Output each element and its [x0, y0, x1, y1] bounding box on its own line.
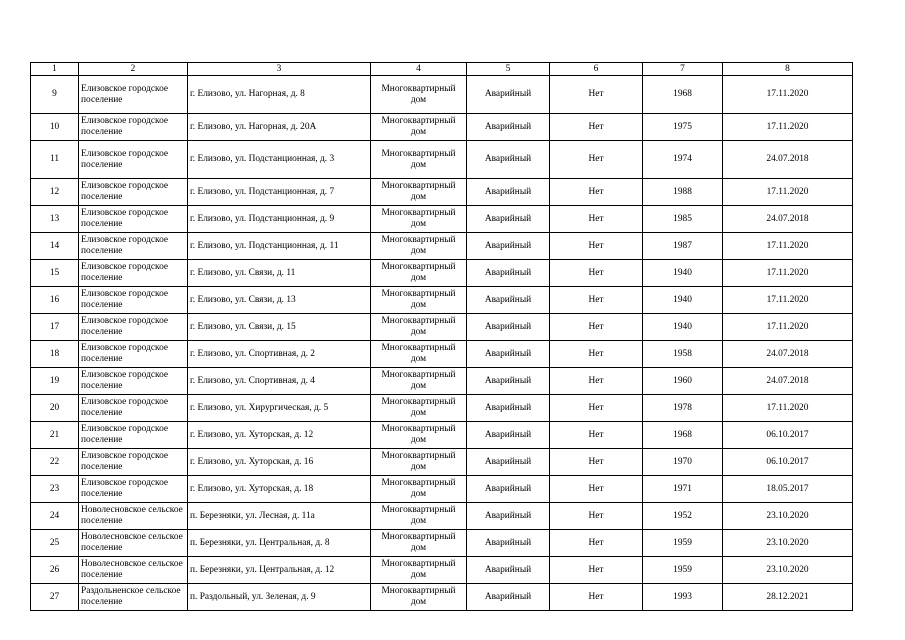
status-cell: Нет — [550, 503, 643, 530]
status-cell: Нет — [550, 314, 643, 341]
building-type-cell: Многоквартирный дом — [371, 233, 467, 260]
row-number-cell: 19 — [31, 368, 79, 395]
status-cell: Нет — [550, 233, 643, 260]
date-cell: 24.07.2018 — [723, 341, 853, 368]
status-cell: Нет — [550, 557, 643, 584]
date-cell: 06.10.2017 — [723, 449, 853, 476]
table-row — [31, 422, 853, 449]
date-cell: 23.10.2020 — [723, 503, 853, 530]
date-cell: 17.11.2020 — [723, 179, 853, 206]
year-cell: 1985 — [643, 206, 723, 233]
year-cell: 1993 — [643, 584, 723, 611]
date-cell: 24.07.2018 — [723, 368, 853, 395]
condition-cell: Аварийный — [467, 76, 550, 114]
year-cell: 1971 — [643, 476, 723, 503]
condition-cell: Аварийный — [467, 341, 550, 368]
year-cell: 1975 — [643, 114, 723, 141]
address-cell: г. Елизово, ул. Подстанционная, д. 9 — [188, 206, 371, 233]
date-cell: 17.11.2020 — [723, 233, 853, 260]
condition-cell: Аварийный — [467, 530, 550, 557]
settlement-cell: Раздольненское сельское поселение — [79, 584, 188, 611]
address-cell: г. Елизово, ул. Связи, д. 11 — [188, 260, 371, 287]
table-row — [31, 287, 853, 314]
date-cell: 17.11.2020 — [723, 76, 853, 114]
row-number-cell: 17 — [31, 314, 79, 341]
year-cell: 1959 — [643, 557, 723, 584]
column-header: 8 — [723, 63, 853, 76]
status-cell: Нет — [550, 141, 643, 179]
settlement-cell: Елизовское городское поселение — [79, 114, 188, 141]
building-type-cell: Многоквартирный дом — [371, 422, 467, 449]
condition-cell: Аварийный — [467, 368, 550, 395]
year-cell: 1978 — [643, 395, 723, 422]
condition-cell: Аварийный — [467, 179, 550, 206]
table-row — [31, 530, 853, 557]
building-type-cell: Многоквартирный дом — [371, 584, 467, 611]
row-number-cell: 21 — [31, 422, 79, 449]
status-cell: Нет — [550, 530, 643, 557]
address-cell: г. Елизово, ул. Подстанционная, д. 11 — [188, 233, 371, 260]
address-cell: г. Елизово, ул. Нагорная, д. 8 — [188, 76, 371, 114]
year-cell: 1974 — [643, 141, 723, 179]
condition-cell: Аварийный — [467, 395, 550, 422]
status-cell: Нет — [550, 76, 643, 114]
year-cell: 1968 — [643, 76, 723, 114]
settlement-cell: Елизовское городское поселение — [79, 76, 188, 114]
row-number-cell: 12 — [31, 179, 79, 206]
condition-cell: Аварийный — [467, 422, 550, 449]
year-cell: 1940 — [643, 260, 723, 287]
settlement-cell: Елизовское городское поселение — [79, 395, 188, 422]
building-type-cell: Многоквартирный дом — [371, 395, 467, 422]
settlement-cell: Елизовское городское поселение — [79, 179, 188, 206]
status-cell: Нет — [550, 260, 643, 287]
table-row — [31, 476, 853, 503]
status-cell: Нет — [550, 114, 643, 141]
settlement-cell: Елизовское городское поселение — [79, 422, 188, 449]
condition-cell: Аварийный — [467, 314, 550, 341]
year-cell: 1940 — [643, 314, 723, 341]
status-cell: Нет — [550, 476, 643, 503]
status-cell: Нет — [550, 179, 643, 206]
row-number-cell: 27 — [31, 584, 79, 611]
settlement-cell: Новолесновское сельское поселение — [79, 530, 188, 557]
settlement-cell: Елизовское городское поселение — [79, 476, 188, 503]
building-type-cell: Многоквартирный дом — [371, 503, 467, 530]
status-cell: Нет — [550, 395, 643, 422]
year-cell: 1970 — [643, 449, 723, 476]
address-cell: г. Елизово, ул. Спортивная, д. 4 — [188, 368, 371, 395]
row-number-cell: 16 — [31, 287, 79, 314]
row-number-cell: 13 — [31, 206, 79, 233]
table-header — [31, 63, 853, 76]
table-row — [31, 314, 853, 341]
settlement-cell: Елизовское городское поселение — [79, 314, 188, 341]
address-cell: г. Елизово, ул. Нагорная, д. 20А — [188, 114, 371, 141]
table-row — [31, 341, 853, 368]
status-cell: Нет — [550, 287, 643, 314]
address-cell: п. Березняки, ул. Лесная, д. 11а — [188, 503, 371, 530]
row-number-cell: 24 — [31, 503, 79, 530]
year-cell: 1958 — [643, 341, 723, 368]
row-number-cell: 14 — [31, 233, 79, 260]
table-row — [31, 206, 853, 233]
date-cell: 06.10.2017 — [723, 422, 853, 449]
table-row — [31, 557, 853, 584]
date-cell: 17.11.2020 — [723, 395, 853, 422]
address-cell: г. Елизово, ул. Связи, д. 13 — [188, 287, 371, 314]
row-number-cell: 9 — [31, 76, 79, 114]
building-type-cell: Многоквартирный дом — [371, 206, 467, 233]
row-number-cell: 22 — [31, 449, 79, 476]
status-cell: Нет — [550, 206, 643, 233]
status-cell: Нет — [550, 368, 643, 395]
column-header: 4 — [371, 63, 467, 76]
table-row — [31, 141, 853, 179]
table-row — [31, 114, 853, 141]
table-body — [31, 76, 853, 611]
settlement-cell: Елизовское городское поселение — [79, 206, 188, 233]
settlement-cell: Елизовское городское поселение — [79, 449, 188, 476]
date-cell: 23.10.2020 — [723, 557, 853, 584]
table-row — [31, 584, 853, 611]
condition-cell: Аварийный — [467, 206, 550, 233]
status-cell: Нет — [550, 584, 643, 611]
date-cell: 28.12.2021 — [723, 584, 853, 611]
building-type-cell: Многоквартирный дом — [371, 476, 467, 503]
settlement-cell: Елизовское городское поселение — [79, 287, 188, 314]
column-header: 5 — [467, 63, 550, 76]
table-row — [31, 395, 853, 422]
condition-cell: Аварийный — [467, 260, 550, 287]
address-cell: г. Елизово, ул. Подстанционная, д. 7 — [188, 179, 371, 206]
row-number-cell: 18 — [31, 341, 79, 368]
condition-cell: Аварийный — [467, 233, 550, 260]
condition-cell: Аварийный — [467, 476, 550, 503]
building-type-cell: Многоквартирный дом — [371, 530, 467, 557]
building-type-cell: Многоквартирный дом — [371, 114, 467, 141]
settlement-cell: Елизовское городское поселение — [79, 341, 188, 368]
settlement-cell: Елизовское городское поселение — [79, 141, 188, 179]
status-cell: Нет — [550, 341, 643, 368]
condition-cell: Аварийный — [467, 114, 550, 141]
building-type-cell: Многоквартирный дом — [371, 368, 467, 395]
table-row — [31, 179, 853, 206]
address-cell: г. Елизово, ул. Хуторская, д. 18 — [188, 476, 371, 503]
settlement-cell: Новолесновское сельское поселение — [79, 503, 188, 530]
address-cell: п. Березняки, ул. Центральная, д. 8 — [188, 530, 371, 557]
year-cell: 1987 — [643, 233, 723, 260]
column-header: 1 — [31, 63, 79, 76]
condition-cell: Аварийный — [467, 557, 550, 584]
housing-registry-table — [30, 62, 853, 611]
building-type-cell: Многоквартирный дом — [371, 449, 467, 476]
table-row — [31, 233, 853, 260]
address-cell: г. Елизово, ул. Подстанционная, д. 3 — [188, 141, 371, 179]
date-cell: 17.11.2020 — [723, 287, 853, 314]
condition-cell: Аварийный — [467, 287, 550, 314]
table-row — [31, 76, 853, 114]
row-number-cell: 26 — [31, 557, 79, 584]
building-type-cell: Многоквартирный дом — [371, 557, 467, 584]
row-number-cell: 23 — [31, 476, 79, 503]
address-cell: п. Раздольный, ул. Зеленая, д. 9 — [188, 584, 371, 611]
building-type-cell: Многоквартирный дом — [371, 341, 467, 368]
condition-cell: Аварийный — [467, 503, 550, 530]
column-header: 7 — [643, 63, 723, 76]
column-header: 3 — [188, 63, 371, 76]
table-row — [31, 503, 853, 530]
settlement-cell: Елизовское городское поселение — [79, 368, 188, 395]
building-type-cell: Многоквартирный дом — [371, 314, 467, 341]
row-number-cell: 15 — [31, 260, 79, 287]
row-number-cell: 20 — [31, 395, 79, 422]
condition-cell: Аварийный — [467, 584, 550, 611]
date-cell: 23.10.2020 — [723, 530, 853, 557]
address-cell: г. Елизово, ул. Связи, д. 15 — [188, 314, 371, 341]
date-cell: 17.11.2020 — [723, 260, 853, 287]
row-number-cell: 10 — [31, 114, 79, 141]
building-type-cell: Многоквартирный дом — [371, 179, 467, 206]
status-cell: Нет — [550, 449, 643, 476]
year-cell: 1988 — [643, 179, 723, 206]
settlement-cell: Елизовское городское поселение — [79, 233, 188, 260]
header-row — [31, 63, 853, 76]
status-cell: Нет — [550, 422, 643, 449]
address-cell: г. Елизово, ул. Спортивная, д. 2 — [188, 341, 371, 368]
condition-cell: Аварийный — [467, 449, 550, 476]
table-row — [31, 449, 853, 476]
building-type-cell: Многоквартирный дом — [371, 76, 467, 114]
row-number-cell: 25 — [31, 530, 79, 557]
column-header: 2 — [79, 63, 188, 76]
year-cell: 1968 — [643, 422, 723, 449]
date-cell: 24.07.2018 — [723, 141, 853, 179]
table-row — [31, 260, 853, 287]
date-cell: 18.05.2017 — [723, 476, 853, 503]
year-cell: 1940 — [643, 287, 723, 314]
building-type-cell: Многоквартирный дом — [371, 260, 467, 287]
address-cell: г. Елизово, ул. Хирургическая, д. 5 — [188, 395, 371, 422]
date-cell: 24.07.2018 — [723, 206, 853, 233]
year-cell: 1952 — [643, 503, 723, 530]
address-cell: п. Березняки, ул. Центральная, д. 12 — [188, 557, 371, 584]
address-cell: г. Елизово, ул. Хуторская, д. 16 — [188, 449, 371, 476]
table-row — [31, 368, 853, 395]
address-cell: г. Елизово, ул. Хуторская, д. 12 — [188, 422, 371, 449]
year-cell: 1960 — [643, 368, 723, 395]
row-number-cell: 11 — [31, 141, 79, 179]
date-cell: 17.11.2020 — [723, 314, 853, 341]
date-cell: 17.11.2020 — [723, 114, 853, 141]
building-type-cell: Многоквартирный дом — [371, 287, 467, 314]
column-header: 6 — [550, 63, 643, 76]
settlement-cell: Елизовское городское поселение — [79, 260, 188, 287]
year-cell: 1959 — [643, 530, 723, 557]
building-type-cell: Многоквартирный дом — [371, 141, 467, 179]
condition-cell: Аварийный — [467, 141, 550, 179]
settlement-cell: Новолесновское сельское поселение — [79, 557, 188, 584]
